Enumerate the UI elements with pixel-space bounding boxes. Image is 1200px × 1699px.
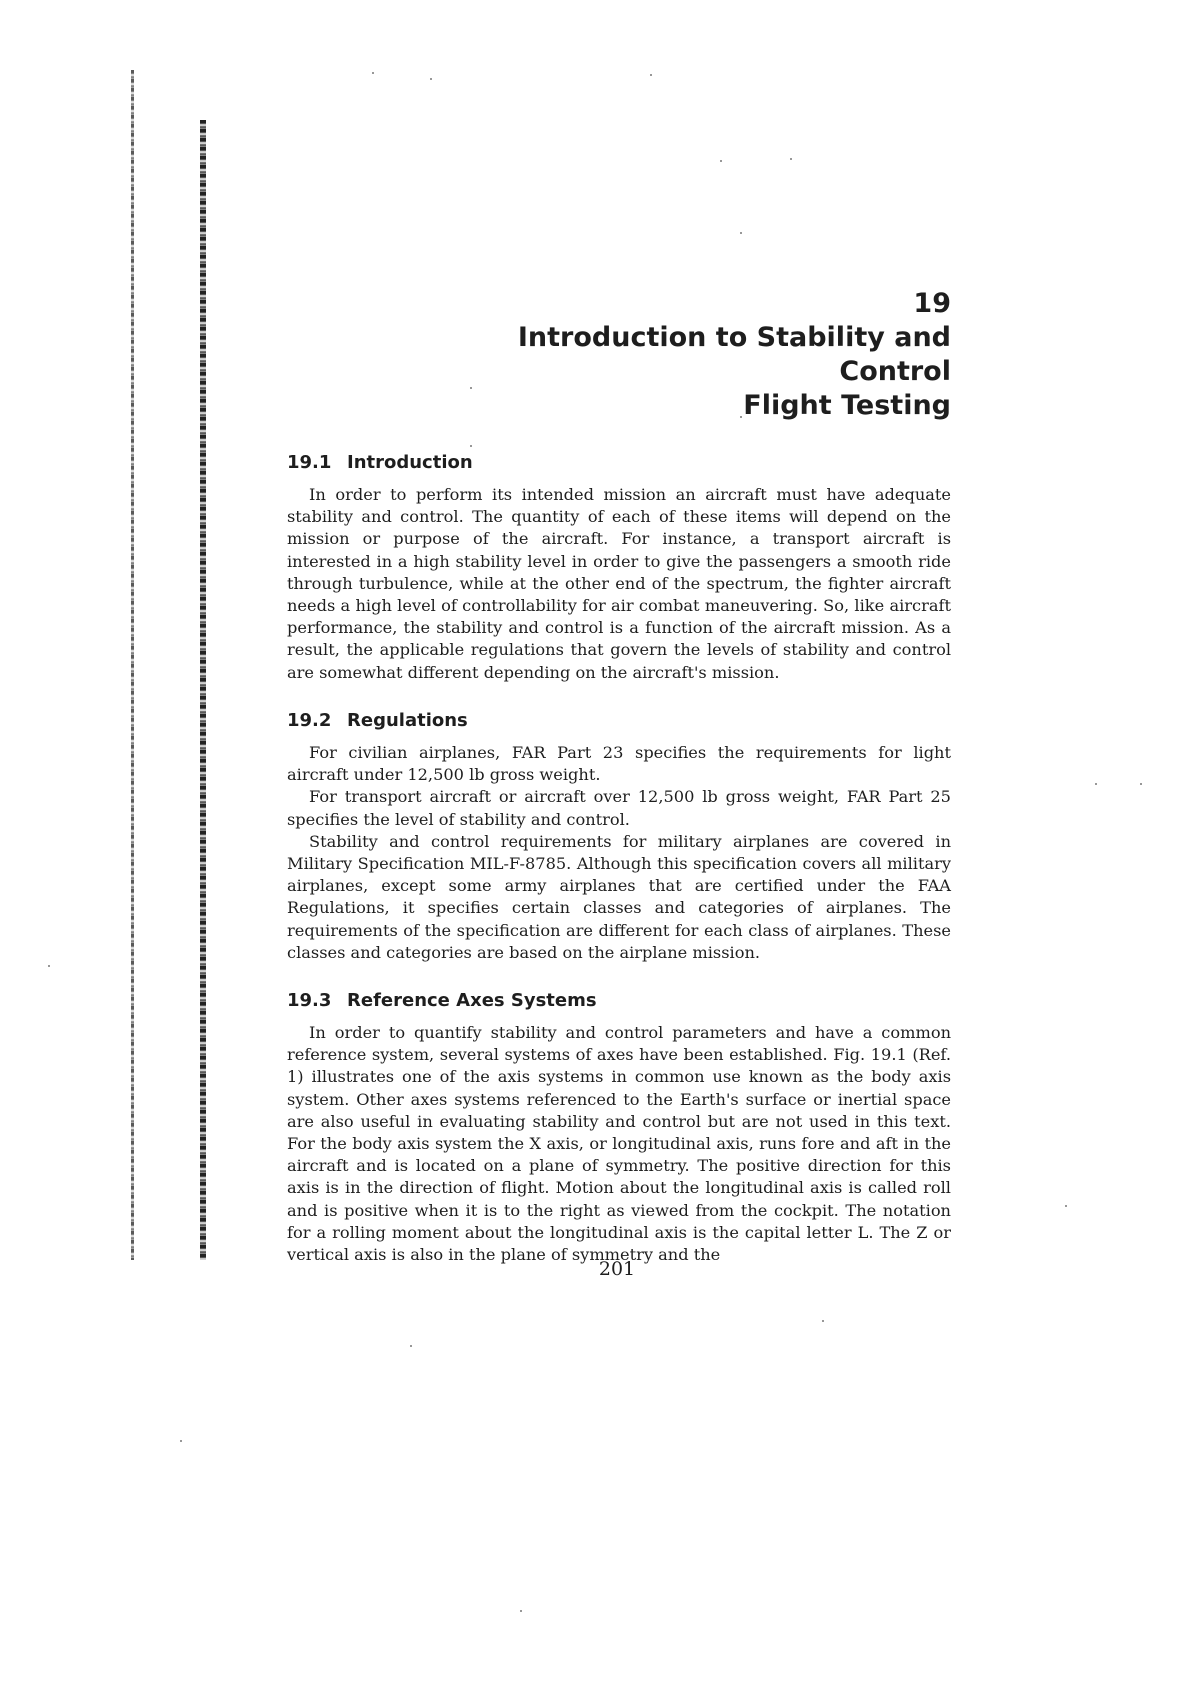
chapter-title (400, 321, 951, 423)
section-number: 19.1 (287, 452, 332, 473)
chapter-title-line-1: Introduction to Stability and Control (517, 322, 951, 387)
paragraph: Stability and control requirements for military airplanes are covered in Military Specification MIL-F-8785. Although this specification covers all military airplanes, except some army airplanes that are certified under the FAA Regulations, it specifies certain classes and categories of airplanes. The requirements of the specification are different for each class of airplanes. These classes and categories are based on the airplane mission. (287, 831, 951, 962)
section-number: 19.3 (287, 990, 332, 1011)
section-title: Regulations (347, 710, 468, 731)
section-title: Introduction (347, 452, 473, 473)
paragraph: In order to quantify stability and control parameters and have a common reference system, several systems of axes have been established. Fig. 19.1 (Ref. 1) illustrates one of the axis systems in common use known as the body axis system. Other axes systems referenced to the Earth's surface or inertial space are also useful in evaluating stability and control but are not used in this text. For the body axis system the X axis, or longitudinal axis, runs fore and aft in the aircraft and is located on a plane of symmetry. The positive direction for this axis is in the direction of flight. Motion about the longitudinal axis is called roll and is positive when it is to the right as viewed from the cockpit. The notation for a rolling moment about the longitudinal axis is the capital letter L. The Z or vertical axis is also in the plane of symmetry and the (287, 1023, 951, 1265)
scan-speck (372, 72, 374, 74)
scan-speck (430, 78, 432, 80)
scan-speck (48, 965, 50, 967)
scan-speck (1140, 783, 1142, 785)
chapter-number: 19 (913, 288, 951, 319)
scan-speck (520, 1610, 522, 1612)
chapter-title-line-2: Flight Testing (743, 390, 951, 421)
scan-speck (1065, 1205, 1067, 1207)
section-heading (287, 710, 951, 732)
page-number: 201 (598, 1258, 636, 1280)
scan-speck (790, 158, 792, 160)
scan-speck (822, 1320, 824, 1322)
section-title: Reference Axes Systems (347, 990, 597, 1011)
paragraph: For civilian airplanes, FAR Part 23 specifies the requirements for light aircraft under 12,500 lb gross weight. (287, 743, 951, 785)
paragraph: In order to perform its intended mission an aircraft must have adequate stability and control. The quantity of each of these items will depend on the mission or purpose of the aircraft. For instance, a transport aircraft is interested in a high stability level in order to give the passengers a smooth ride through turbulence, while at the other end of the spectrum, the fighter aircraft needs a high level of controllability for air combat maneuvering. So, like aircraft performance, the stability and control is a function of the aircraft mission. As a result, the applicable regulations that govern the levels of stability and control are somewhat different depending on the aircraft's mission. (287, 485, 951, 682)
scan-speck (740, 232, 742, 234)
section-number: 19.2 (287, 710, 332, 731)
section-heading (287, 452, 951, 474)
section-reference-axes-systems (287, 990, 951, 1266)
section-introduction (287, 452, 951, 684)
scan-speck (1095, 783, 1097, 785)
scan-speck (650, 74, 652, 76)
scan-speck (720, 160, 722, 162)
binding-edge-right (200, 120, 206, 1260)
section-regulations (287, 710, 951, 964)
scan-speck (180, 1440, 182, 1442)
section-heading (287, 990, 951, 1012)
scan-speck (470, 445, 472, 447)
paragraph: For transport aircraft or aircraft over 12,500 lb gross weight, FAR Part 25 specifies the level of stability and control. (287, 787, 951, 829)
scan-speck (410, 1345, 412, 1347)
binding-edge-left (131, 70, 134, 1260)
